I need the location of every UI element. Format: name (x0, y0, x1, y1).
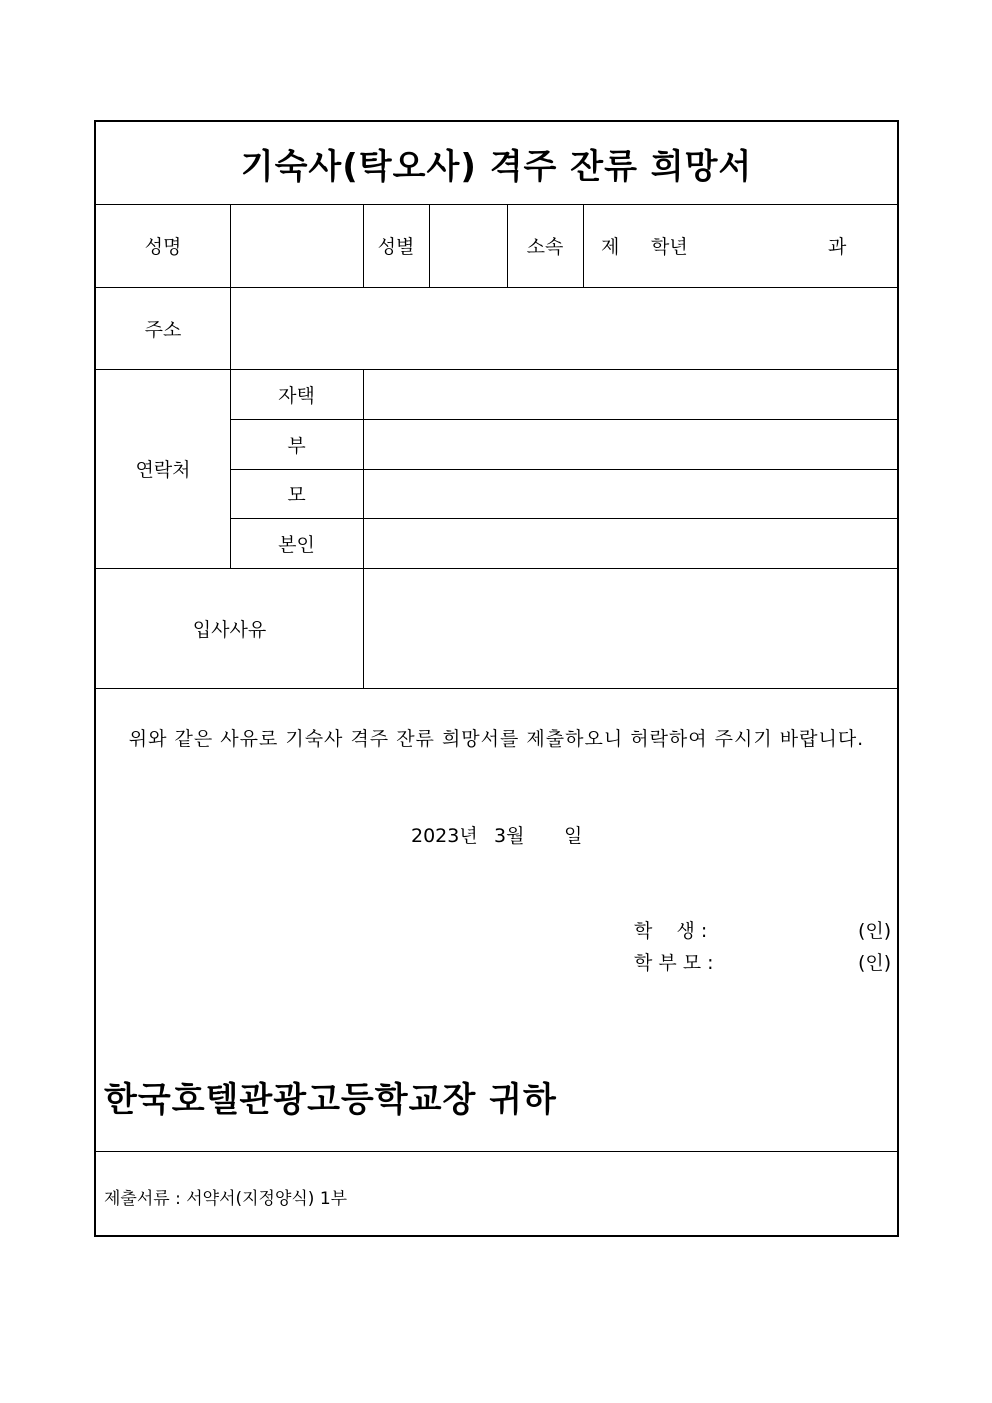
reason-field[interactable] (363, 568, 897, 688)
contact-father-label: 부 (287, 434, 306, 457)
gender-label: 성별 (377, 236, 415, 258)
divider (96, 1151, 897, 1152)
required-documents: 제출서류 : 서약서(지정양식) 1부 (104, 1189, 348, 1209)
dormitory-stay-request-form (94, 120, 899, 1237)
dept-prefix: 제 (601, 236, 620, 258)
contact-label: 연락처 (135, 459, 191, 481)
student-seal: (인) (858, 920, 892, 942)
date-month: 3월 (494, 825, 525, 847)
date-year: 2023년 (411, 825, 478, 847)
divider (96, 688, 897, 689)
parent-signature-label: 학 부 모 : (634, 952, 714, 974)
address-field[interactable] (230, 287, 897, 369)
name-field[interactable] (230, 204, 363, 287)
contact-father-field[interactable] (363, 419, 897, 469)
gender-field[interactable] (429, 204, 507, 287)
department-label: 소속 (526, 236, 564, 258)
contact-home-label: 자택 (278, 384, 315, 407)
contact-mother-label: 모 (287, 484, 306, 506)
contact-self-label: 본인 (278, 533, 315, 556)
dept-grade: 학년 (651, 236, 688, 258)
form-title: 기숙사(탁오사) 격주 잔류 희망서 (240, 146, 753, 187)
address-label: 주소 (144, 318, 182, 341)
contact-mother-field[interactable] (363, 469, 897, 518)
reason-label: 입사사유 (192, 618, 267, 641)
date-day: 일 (564, 825, 583, 847)
contact-self-field[interactable] (363, 518, 897, 568)
department-field[interactable] (583, 204, 897, 287)
dept-suffix: 과 (828, 236, 847, 258)
addressee: 한국호텔관광고등학교장 귀하 (104, 1080, 557, 1120)
statement-text: 위와 같은 사유로 기숙사 격주 잔류 희망서를 제출하오니 허락하여 주시기 바랍니다. (128, 728, 865, 750)
parent-seal: (인) (858, 952, 892, 974)
student-signature-label: 학 생 : (634, 920, 708, 942)
name-label: 성명 (144, 236, 182, 258)
date-line (96, 821, 897, 847)
contact-home-field[interactable] (363, 369, 897, 419)
